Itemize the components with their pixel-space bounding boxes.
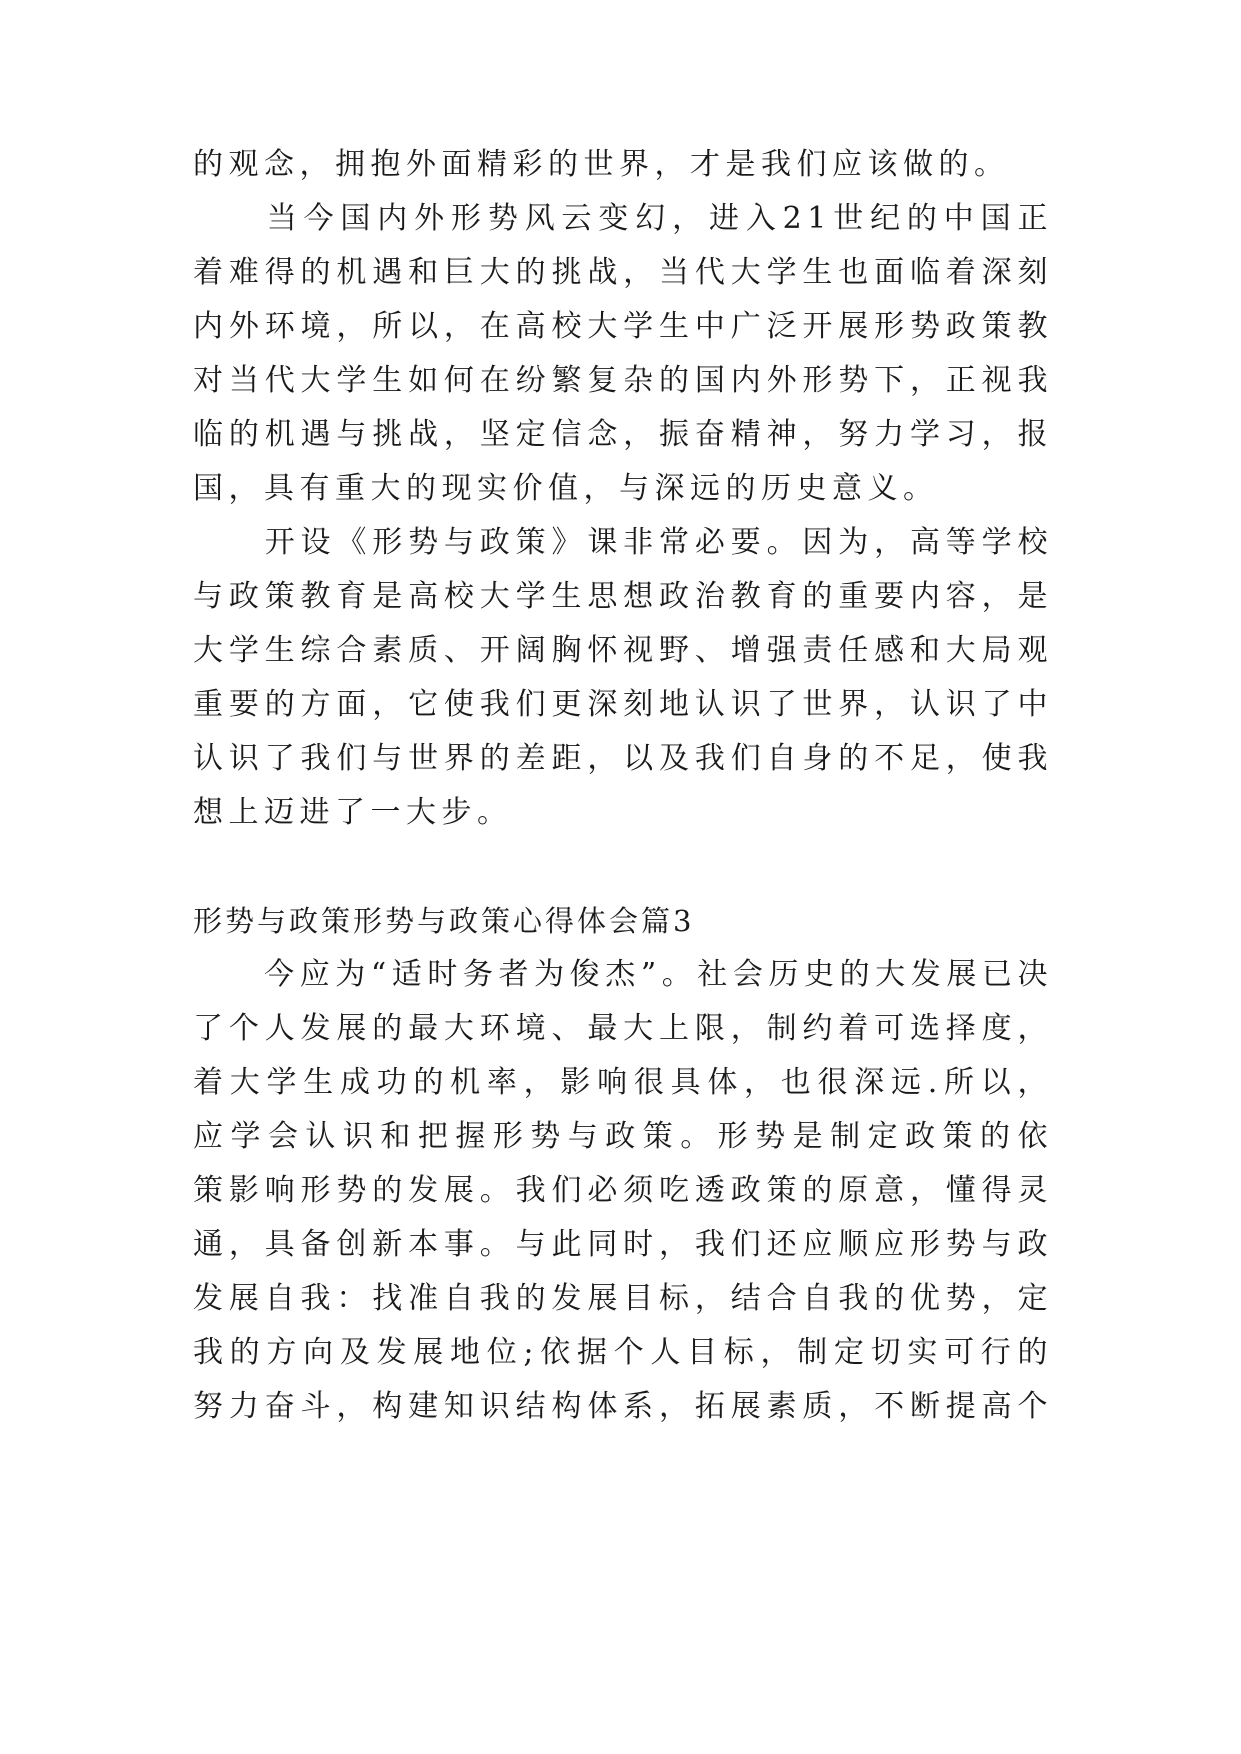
- text-line: 对当代大学生如何在纷繁复杂的国内外形势下，正视我: [193, 363, 1053, 398]
- text-line: 内外环境，所以，在高校大学生中广泛开展形势政策教: [193, 309, 1053, 344]
- text-line: 着大学生成功的机率，影响很具体，也很深远.所以，: [193, 1065, 1053, 1100]
- text-line: 努力奋斗，构建知识结构体系，拓展素质，不断提高个: [193, 1389, 1053, 1424]
- text-line: 当今国内外形势风云变幻，进入21世纪的中国正: [266, 201, 1053, 236]
- text-line: 通，具备创新本事。与此同时，我们还应顺应形势与政: [193, 1227, 1053, 1262]
- text-line: 与政策教育是高校大学生思想政治教育的重要内容，是: [193, 579, 1053, 614]
- text-line: 想上迈进了一大步。: [193, 795, 513, 830]
- text-line: 发展自我：找准自我的发展目标，结合自我的优势，定: [193, 1281, 1053, 1316]
- text-line: 应学会认识和把握形势与政策。形势是制定政策的依: [193, 1119, 1053, 1154]
- text-line: 国，具有重大的现实价值，与深远的历史意义。: [193, 471, 939, 506]
- text-line: 重要的方面，它使我们更深刻地认识了世界，认识了中: [193, 687, 1053, 722]
- text-line: 的观念，拥抱外面精彩的世界，才是我们应该做的。: [193, 147, 1010, 182]
- text-line: 今应为“适时务者为俊杰”。社会历史的大发展已决: [264, 957, 1053, 992]
- text-line: 大学生综合素质、开阔胸怀视野、增强责任感和大局观: [193, 633, 1053, 668]
- section-heading: 形势与政策形势与政策心得体会篇3: [193, 904, 695, 938]
- text-line: 临的机遇与挑战，坚定信念，振奋精神，努力学习，报: [193, 417, 1053, 452]
- text-line: 了个人发展的最大环境、最大上限，制约着可选择度，: [193, 1011, 1053, 1046]
- text-line: 认识了我们与世界的差距，以及我们自身的不足，使我: [193, 741, 1053, 776]
- text-line: 着难得的机遇和巨大的挑战，当代大学生也面临着深刻: [193, 255, 1053, 290]
- text-line: 策影响形势的发展。我们必须吃透政策的原意，懂得灵: [193, 1173, 1053, 1208]
- text-line: 我的方向及发展地位;依据个人目标，制定切实可行的: [193, 1335, 1053, 1370]
- text-line: 开设《形势与政策》课非常必要。因为，高等学校: [264, 525, 1053, 560]
